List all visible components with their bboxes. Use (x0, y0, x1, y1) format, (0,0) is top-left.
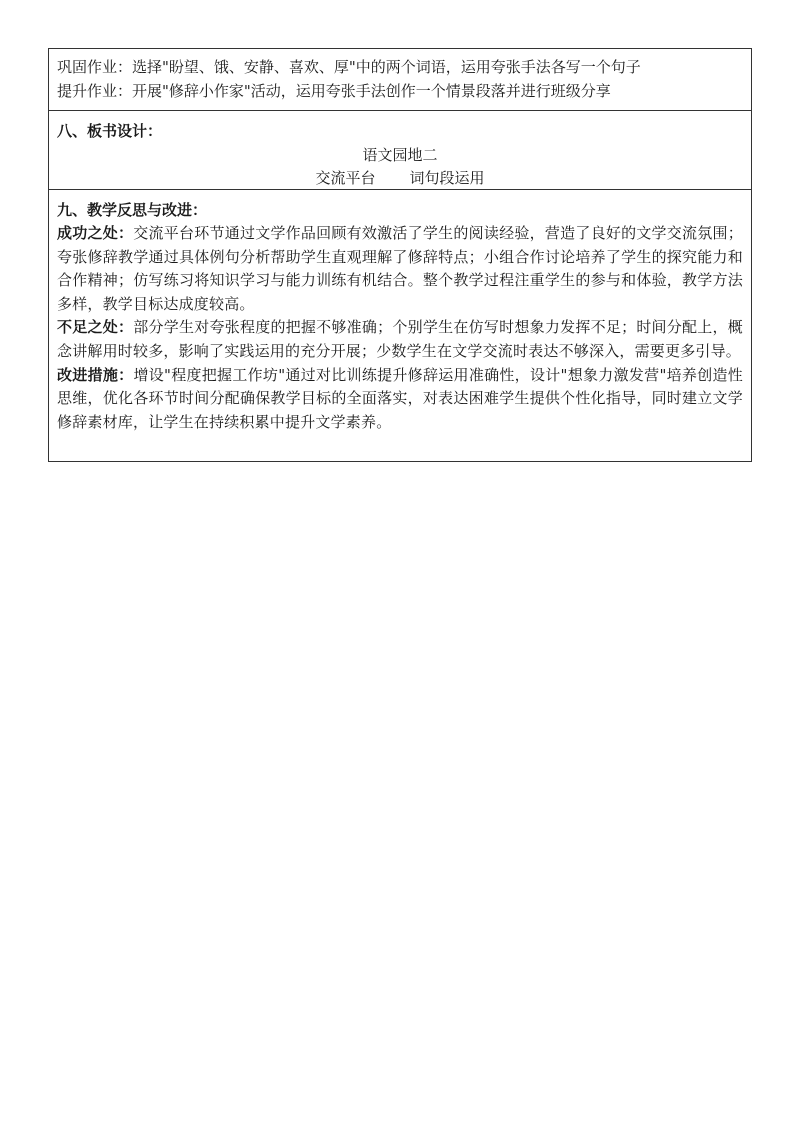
board-title: 语文园地二 (362, 146, 438, 164)
board-design-heading: 八、板书设计： (57, 122, 163, 140)
reflection-improve (57, 364, 743, 435)
board-subtitle (57, 167, 743, 190)
homework-consolidate: 巩固作业：选择"盼望、饿、安静、喜欢、厚"中的两个词语，运用夸张手法各写一个句子 (57, 58, 641, 76)
reflection-heading: 九、教学反思与改进： (57, 201, 208, 219)
reflection-success (57, 222, 743, 316)
improve-text: 增设"程度把握工作坊"通过对比训练提升修辞运用准确性，设计"想象力激发营"培养创造性思维，优化各环节时间分配确保教学目标的全面落实，对表达困难学生提供个性化指导，同时建立文学修辞素材库，让学生在持续积累中提升文学素养。 (57, 365, 743, 431)
success-label: 成功之处： (57, 224, 134, 242)
homework-extend: 提升作业：开展"修辞小作家"活动，运用夸张手法创作一个情景段落并进行班级分享 (57, 82, 611, 100)
homework-cell (49, 49, 751, 111)
reflection-shortcoming (57, 316, 743, 363)
success-text: 交流平台环节通过文学作品回顾有效激活了学生的阅读经验，营造了良好的文学交流氛围；夸张修辞教学通过具体例句分析帮助学生直观理解了修辞特点；小组合作讨论培养了学生的探究能力和合作精神；仿写练习将知识学习与能力训练有机结合。整个教学过程注重学生的参与和体验，教学方法多样，教学目标达成度较高。 (57, 224, 743, 313)
shortcoming-label: 不足之处： (57, 318, 134, 337)
board-design-cell (49, 111, 751, 190)
board-sub-right: 词句段运用 (409, 169, 485, 187)
improve-label: 改进措施： (57, 365, 134, 384)
lesson-plan-table (48, 48, 752, 462)
board-sub-left: 交流平台 (315, 169, 376, 187)
shortcoming-text: 部分学生对夸张程度的把握不够准确；个别学生在仿写时想象力发挥不足；时间分配上，概念讲解用时较多，影响了实践运用的充分开展；少数学生在文学交流时表达不够深入，需要更多引导。 (57, 318, 743, 360)
reflection-cell (49, 190, 751, 461)
